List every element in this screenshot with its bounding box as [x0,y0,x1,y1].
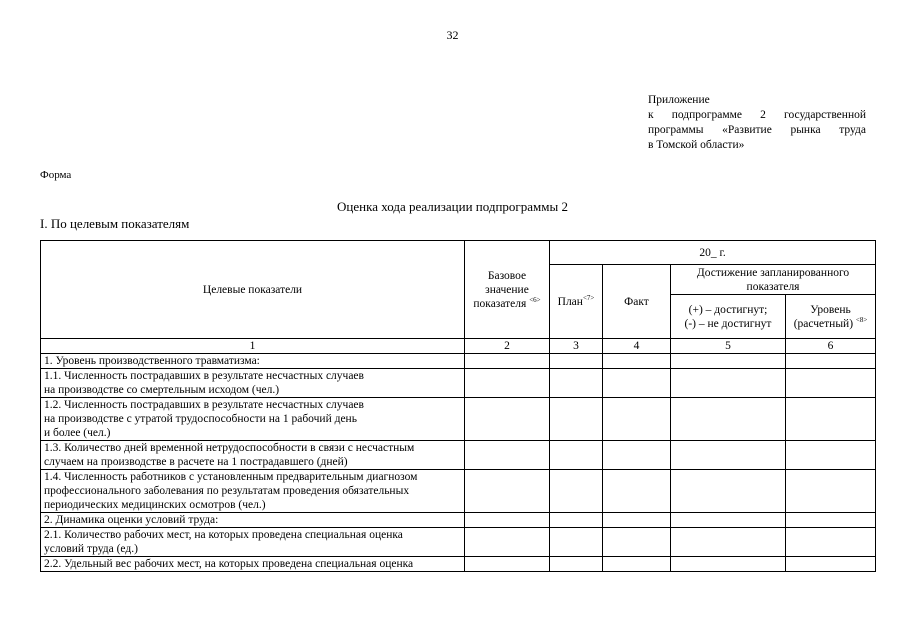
form-label: Форма [40,169,72,181]
table-row [41,470,876,513]
header-base-line: значение [485,283,529,296]
value-cell[interactable] [603,369,671,398]
value-cell[interactable] [465,528,550,557]
indicator-line: на производстве с утратой трудоспособности на 1 рабочий день [44,413,357,425]
indicator-name [41,398,465,441]
header-indicators: Целевые показатели [41,241,465,339]
table-row [41,557,876,572]
column-number: 2 [465,339,550,354]
header-achieved-line: (-) – не достигнут [684,317,772,330]
value-cell[interactable] [786,513,876,528]
header-level-line: (расчетный) [793,317,854,330]
value-cell[interactable] [550,354,603,369]
value-cell[interactable] [671,513,786,528]
value-cell[interactable] [465,369,550,398]
indicator-line: случаем на производстве в расчете на 1 пострадавшего (дней) [44,456,348,468]
indicator-line: 1.4. Численность работников с установленным предварительным диагнозом [44,471,418,483]
value-cell[interactable] [603,513,671,528]
indicator-name [41,369,465,398]
table-row [41,441,876,470]
indicator-line: 1.1. Численность пострадавших в результате несчастных случаев [44,370,364,382]
value-cell[interactable] [671,369,786,398]
value-cell[interactable] [550,398,603,441]
value-cell[interactable] [603,528,671,557]
section-row [41,513,876,528]
value-cell[interactable] [786,441,876,470]
footnote-ref: <6> [529,295,541,304]
header-plan [550,265,603,339]
header-achievement-line: показателя [746,280,800,293]
header-achieved-line: (+) – достигнут; [688,303,768,316]
section-row [41,354,876,369]
value-cell[interactable] [603,557,671,572]
value-cell[interactable] [550,557,603,572]
header-achievement [671,265,876,295]
value-cell[interactable] [603,398,671,441]
indicator-line: на производстве со смертельным исходом (чел.) [44,384,280,396]
value-cell[interactable] [786,557,876,572]
value-cell[interactable] [786,398,876,441]
indicators-table [40,240,876,572]
section-title: I. По целевым показателям [40,216,190,231]
footnote-ref: <8> [855,315,868,324]
value-cell[interactable] [465,441,550,470]
page-number: 32 [446,28,459,42]
table-row [41,398,876,441]
column-number: 6 [786,339,876,354]
document-title: Оценка хода реализации подпрограммы 2 [337,199,568,214]
indicator-line: условий труда (ед.) [44,543,138,555]
appendix-line: в Томской области» [648,139,745,151]
indicator-line: 1. Уровень производственного травматизма: [44,355,260,367]
value-cell[interactable] [671,557,786,572]
indicator-line: периодических медицинских осмотров (чел.) [44,499,266,511]
header-year: 20_ г. [550,241,876,265]
value-cell[interactable] [603,441,671,470]
indicator-line: 2.2. Удельный вес рабочих мест, на которых проведена специальная оценка [44,558,414,570]
indicator-name [41,470,465,513]
indicator-line: 1.3. Количество дней временной нетрудоспособности в связи с несчастным [44,442,415,454]
value-cell[interactable] [550,528,603,557]
appendix-line: к подпрограмме 2 государственной [648,109,866,121]
header-base-line: Базовое [487,269,527,282]
value-cell[interactable] [671,528,786,557]
value-cell[interactable] [465,470,550,513]
value-cell[interactable] [603,354,671,369]
indicator-line: и более (чел.) [44,427,111,439]
header-achieved-flag [671,295,786,339]
value-cell[interactable] [786,354,876,369]
value-cell[interactable] [786,369,876,398]
value-cell[interactable] [603,470,671,513]
indicator-name [41,528,465,557]
column-number: 4 [603,339,671,354]
column-number-row [41,339,876,354]
table-row [41,369,876,398]
header-fact: Факт [603,265,671,339]
value-cell[interactable] [671,398,786,441]
value-cell[interactable] [671,354,786,369]
indicator-line: профессионального заболевания по результатам проведения обязательных [44,485,410,497]
indicator-name [41,513,465,528]
table-body [41,354,876,572]
header-achievement-line: Достижение запланированного [696,266,850,279]
indicator-name [41,441,465,470]
column-number: 5 [671,339,786,354]
value-cell[interactable] [550,369,603,398]
header-plan-label: План [557,295,583,308]
footnote-ref: <7> [582,293,595,302]
value-cell[interactable] [550,470,603,513]
header-base-line: показателя [473,297,527,310]
header-level [786,295,876,339]
indicator-line: 2. Динамика оценки условий труда: [44,514,219,526]
header-level-line: Уровень [810,303,851,316]
value-cell[interactable] [465,398,550,441]
appendix-line: программы «Развитие рынка труда [648,124,866,136]
indicator-line: 1.2. Численность пострадавших в результате несчастных случаев [44,399,364,411]
value-cell[interactable] [465,513,550,528]
value-cell[interactable] [465,557,550,572]
value-cell[interactable] [671,470,786,513]
value-cell[interactable] [786,528,876,557]
value-cell[interactable] [671,441,786,470]
value-cell[interactable] [550,441,603,470]
value-cell[interactable] [786,470,876,513]
column-number: 3 [550,339,603,354]
value-cell[interactable] [465,354,550,369]
indicator-line: 2.1. Количество рабочих мест, на которых проведена специальная оценка [44,529,403,541]
value-cell[interactable] [550,513,603,528]
column-number: 1 [41,339,465,354]
header-base-value [465,241,550,339]
appendix-block [648,93,866,153]
table-row [41,528,876,557]
indicator-name [41,557,465,572]
appendix-line: Приложение [648,94,710,106]
indicator-name [41,354,465,369]
